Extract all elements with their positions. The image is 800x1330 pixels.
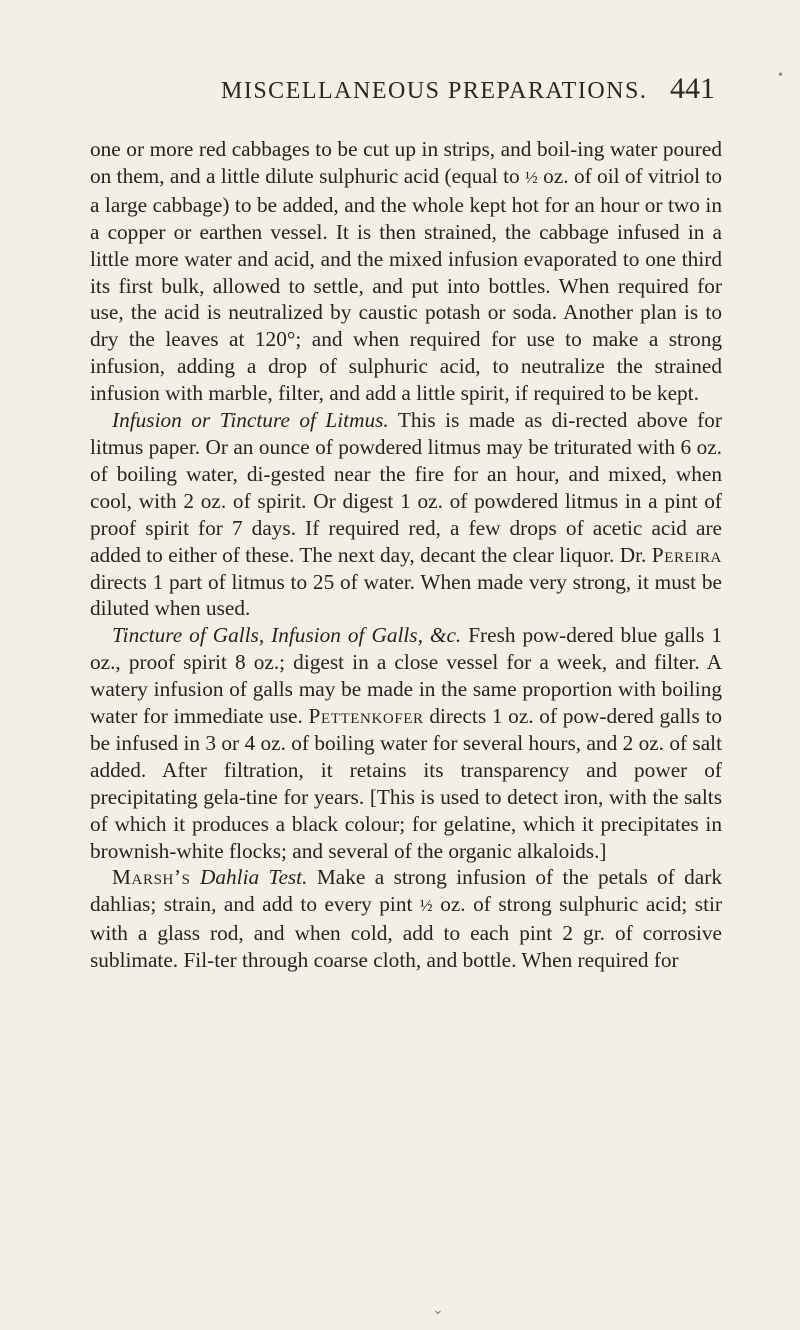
margin-speck: • xyxy=(778,68,783,83)
author-name: Marsh’s xyxy=(112,865,191,890)
entry-heading: Infusion or Tincture of Litmus. xyxy=(112,408,389,433)
body-text xyxy=(90,136,722,974)
text-run: directs 1 oz. of pow-dered galls to be infused in 3 or 4 oz. of boiling water for several hours, and 2 oz. of salt added. After filtration, it retains its transparency and power of precipitating gela-tine for years. [This is used to detect iron, with the salts of which it produces a black colour; for gelatine, which it precipitates in brownish-white flocks; and several of the organic alkaloids.] xyxy=(90,704,723,863)
text-run: This is made as di-rected above for litmus paper. Or an ounce of powdered litmus may be triturated with 6 oz. of boiling water, di-gested near the fire for an hour, and mixed, when cool, with 2 oz. of spirit. Or digest 1 oz. of powdered litmus in a pint of proof spirit for 7 days. If required red, a few drops of acetic acid are added to either of these. The next day, decant the clear liquor. Dr. xyxy=(90,408,722,567)
text-run: one or more red cabbages to be cut up in strips, and boil-ing water poured on them, and a little dilute sulphuric acid (equal to xyxy=(90,137,722,188)
paragraph-dahlia xyxy=(90,864,722,974)
entry-heading: Tincture of Galls, Infusion of Galls, &c. xyxy=(112,623,462,648)
paragraph-galls xyxy=(90,622,722,864)
fraction: ½ xyxy=(525,167,538,187)
author-name: Pettenkofer xyxy=(308,704,424,729)
text-run: oz. of oil of vitriol to a large cabbage) to be added, and the whole kept hot for an hour or two in a copper or earthen vessel. It is then strained, the cabbage infused in a little more water and acid, and the mixed infusion evaporated to one third its first bulk, allowed to settle, and put into bottles. When required for use, the acid is neutralized by caustic potash or soda. Another plan is to dry the leaves at 120°; and when required for use to make a strong infusion, adding a drop of sulphuric acid, to neutralize the strained infusion with marble, filter, and add a little spirit, if required to be kept. xyxy=(90,163,722,406)
running-title: MISCELLANEOUS PREPARATIONS. xyxy=(221,78,648,104)
running-head xyxy=(0,72,800,112)
page-number: 441 xyxy=(670,72,715,105)
fraction: ½ xyxy=(419,896,433,916)
entry-heading: Dahlia Test. xyxy=(200,865,308,890)
text-run: Fresh pow-dered blue galls 1 oz., proof spirit 8 oz.; digest in a close vessel for a week, and filter. A watery infusion of galls may be made in the same proportion with boiling water for immediate use. xyxy=(90,623,722,729)
paragraph-cabbage-continued xyxy=(90,136,722,407)
text-run: oz. of strong sulphuric acid; stir with a glass rod, and when cold, add to each pint 2 gr. of corrosive sublimate. Fil-ter through coarse cloth, and bottle. When required for xyxy=(90,892,722,973)
text-run: Make a strong infusion of the petals of dark dahlias; strain, and add to every pint xyxy=(90,865,723,917)
text-run: directs 1 part of litmus to 25 of water. When made very strong, it must be diluted when used. xyxy=(90,569,722,621)
margin-speck: ⌄ xyxy=(432,1303,444,1318)
paragraph-litmus xyxy=(90,407,722,622)
author-name: Pereira xyxy=(651,542,722,567)
text-run xyxy=(191,865,200,889)
